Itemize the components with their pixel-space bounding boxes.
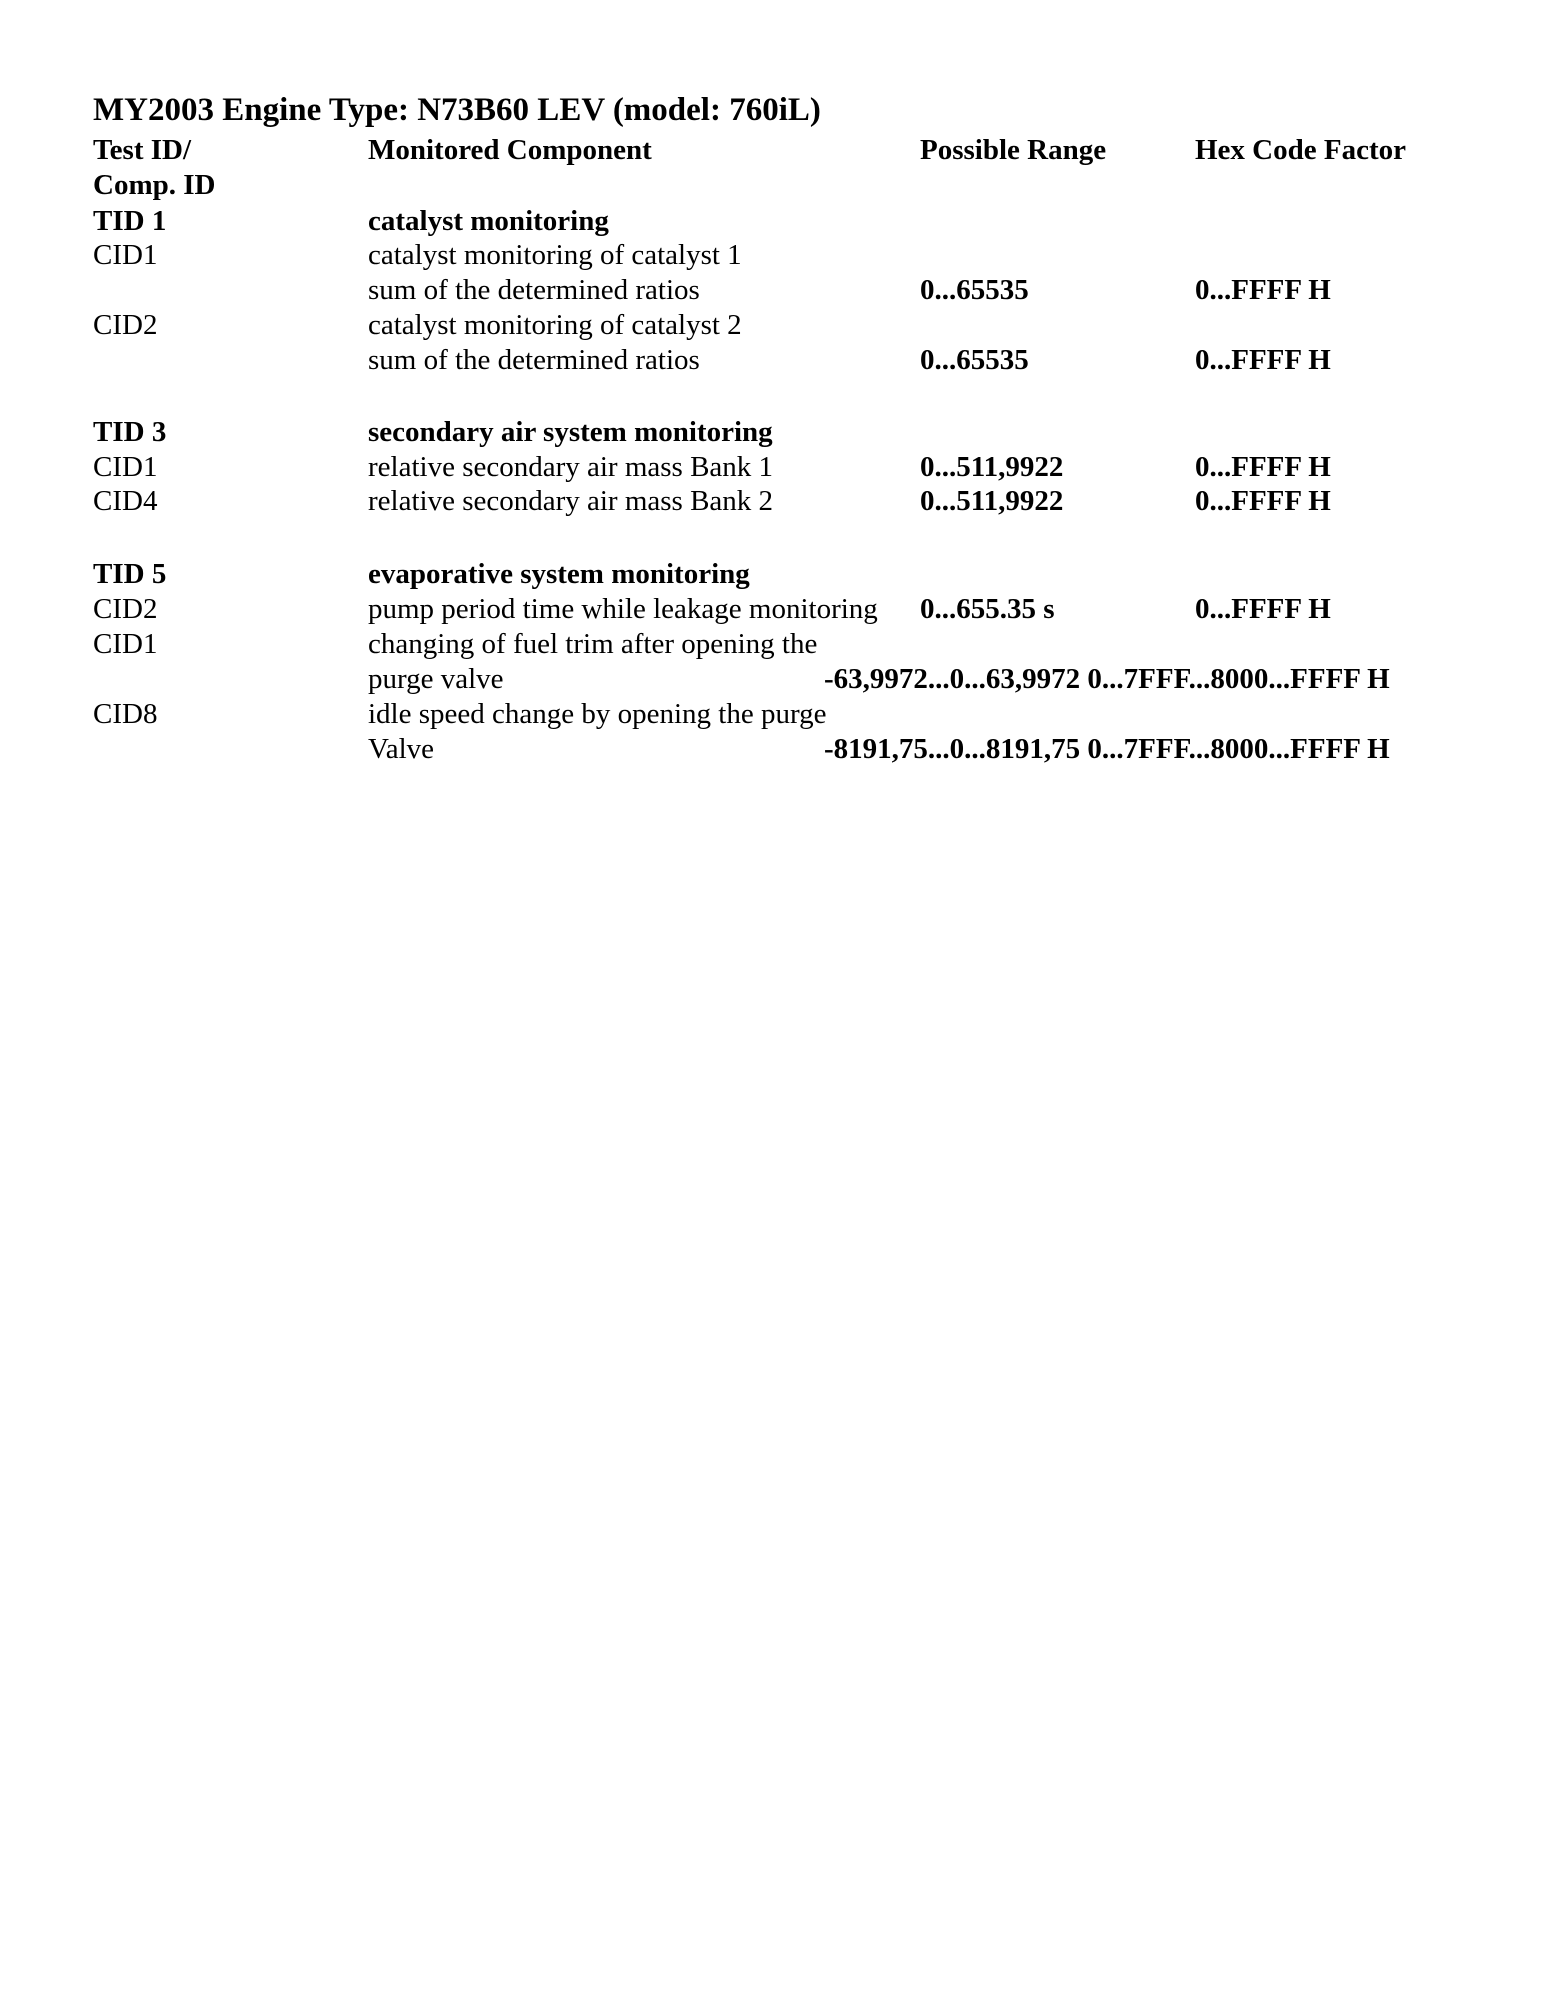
tid3-cid1-id: CID1	[93, 451, 158, 483]
tid1-cid2-desc: catalyst monitoring of catalyst 2	[368, 309, 742, 341]
tid5-cid1-desc: changing of fuel trim after opening the	[368, 628, 818, 660]
tid3-cid1-range: 0...511,9922	[920, 451, 1064, 483]
tid3-name: secondary air system monitoring	[368, 416, 773, 448]
tid1-cid2-hex: 0...FFFF H	[1195, 344, 1331, 376]
tid5-cid8-range-hex: -8191,75...0...8191,75 0...7FFF...8000...FFFF H	[824, 733, 1390, 765]
tid1-id: TID 1	[93, 205, 167, 237]
tid5-cid2-id: CID2	[93, 593, 158, 625]
tid3-cid4-desc: relative secondary air mass Bank 2	[368, 485, 774, 517]
tid5-cid1-id: CID1	[93, 628, 158, 660]
tid1-cid1-desc: catalyst monitoring of catalyst 1	[368, 239, 742, 271]
tid5-name: evaporative system monitoring	[368, 558, 750, 590]
tid5-cid2-range: 0...655.35 s	[920, 593, 1055, 625]
header-test-id: Test ID/	[93, 134, 192, 166]
tid5-id: TID 5	[93, 558, 167, 590]
header-hex-code-factor: Hex Code Factor	[1195, 134, 1406, 166]
tid3-cid1-hex: 0...FFFF H	[1195, 451, 1331, 483]
tid1-cid1-hex: 0...FFFF H	[1195, 274, 1331, 306]
document-title: MY2003 Engine Type: N73B60 LEV (model: 760iL)	[93, 92, 821, 128]
tid3-cid1-desc: relative secondary air mass Bank 1	[368, 451, 774, 483]
tid3-cid4-range: 0...511,9922	[920, 485, 1064, 517]
tid5-cid8-desc: idle speed change by opening the purge	[368, 698, 827, 730]
tid5-cid8-sub: Valve	[368, 733, 435, 765]
tid5-cid2-hex: 0...FFFF H	[1195, 593, 1331, 625]
tid1-name: catalyst monitoring	[368, 205, 609, 237]
tid3-cid4-hex: 0...FFFF H	[1195, 485, 1331, 517]
tid3-id: TID 3	[93, 416, 167, 448]
tid1-cid1-range: 0...65535	[920, 274, 1029, 306]
header-possible-range: Possible Range	[920, 134, 1107, 166]
tid1-cid2-range: 0...65535	[920, 344, 1029, 376]
header-monitored-component: Monitored Component	[368, 134, 652, 166]
tid1-cid2-sub: sum of the determined ratios	[368, 344, 700, 376]
header-comp-id: Comp. ID	[93, 169, 216, 201]
tid1-cid2-id: CID2	[93, 309, 158, 341]
tid3-cid4-id: CID4	[93, 485, 158, 517]
tid5-cid1-range-hex: -63,9972...0...63,9972 0...7FFF...8000...FFFF H	[824, 663, 1390, 695]
tid1-cid1-id: CID1	[93, 239, 158, 271]
tid1-cid1-sub: sum of the determined ratios	[368, 274, 700, 306]
tid5-cid8-id: CID8	[93, 698, 158, 730]
tid5-cid2-desc: pump period time while leakage monitoring	[368, 593, 878, 625]
tid5-cid1-sub: purge valve	[368, 663, 504, 695]
